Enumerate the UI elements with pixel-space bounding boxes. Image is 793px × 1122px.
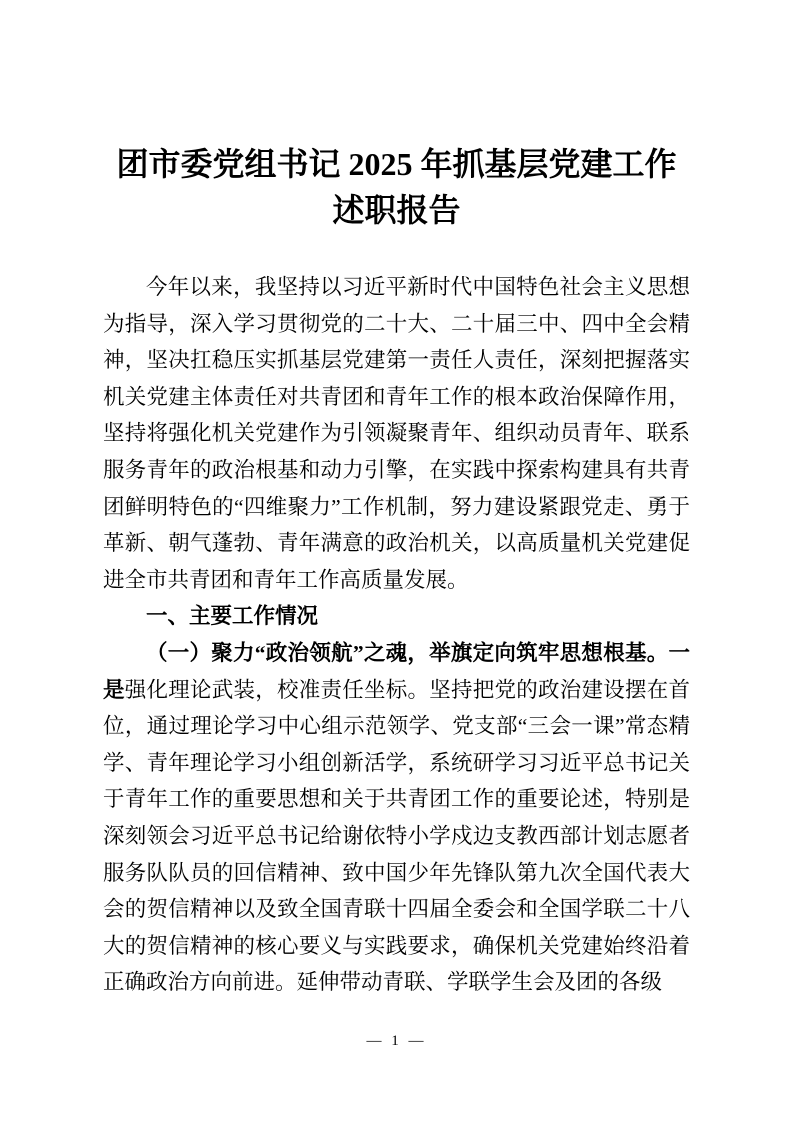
document-title-line-1: 团市委党组书记 2025 年抓基层党建工作 [116,146,677,182]
intro-paragraph: 今年以来，我坚持以习近平新时代中国特色社会主义思想为指导，深入学习贯彻党的二十大、二十届三中、四中全会精神，坚决扛稳压实抓基层党建第一责任人责任，深刻把握落实机关党建主体责任对共青团和青年工作的根本政治保障作用，坚持将强化机关党建作为引领凝聚青年、组织动员青年、联系服务青年的政治根基和动力引擎，在实践中探索构建具有共青团鲜明特色的“四维聚力”工作机制，努力建设紧跟党走、勇于革新、朝气蓬勃、青年满意的政治机关，以高质量机关党建促进全市共青团和青年工作高质量发展。 [103,275,690,592]
document-body [103,269,690,1001]
document-title [0,0,793,233]
point-lead-yishi: 一是 [103,640,690,702]
subsection-1-heading: （一）聚力“政治领航”之魂，举旗定向筑牢思想根基。 [146,640,669,665]
section-heading-1: 一、主要工作情况 [146,604,319,629]
subsection-1-paragraph [103,635,690,1001]
document-title-line-2: 述职报告 [332,192,461,228]
page-number: — 1 — [366,1033,427,1049]
page-footer [0,1033,793,1050]
subsection-1-body-text: 强化理论武装，校准责任坐标。坚持把党的政治建设摆在首位，通过理论学习中心组示范领学、党支部“三会一课”常态精学、青年理论学习小组创新活学，系统研学习习近平总书记关于青年工作的重要思想和关于共青团工作的重要论述，特别是深刻领会习近平总书记给谢依特小学戍边支教西部计划志愿者服务队队员的回信精神、致中国少年先锋队第九次全国代表大会的贺信精神以及致全国青联十四届全委会和全国学联二十八大的贺信精神的核心要义与实践要求，确保机关党建始终沿着正确政治方向前进。延伸带动青联、学联学生会及团的各级 [103,677,690,995]
